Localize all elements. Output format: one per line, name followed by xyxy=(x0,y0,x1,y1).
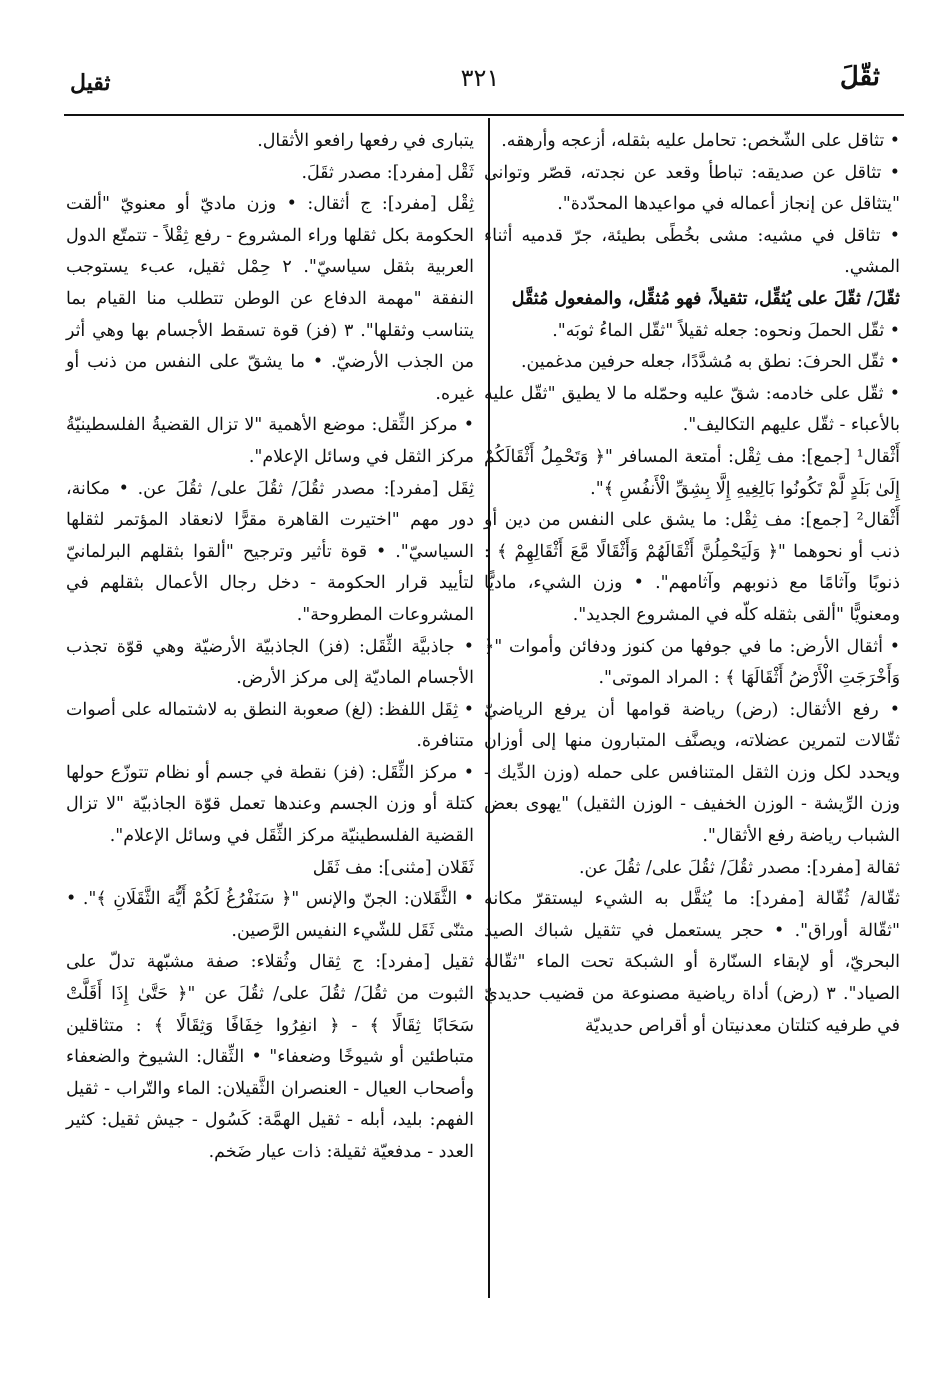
entry-paragraph: ثَقْل [مفرد]: مصدر ثقَلَ. xyxy=(301,162,474,183)
entry-paragraph: ثِقْل [مفرد]: ج أثقال: • وزن ماديّ أو معنويّ "ألقت الحكومة بكل ثقلها وراء المشروع - رفع ثِقْلاً - تتمتّع الدول العربية بثقل سياسيّ". ٢ حِمْل ثقيل، عبء يستوجب النفقة "مهمة الدفاع عن الوطن تتطلب منا القيام بما يتناسب وثقلها". ٣ (فز) قوة تسقط الأجسام بها وهي أثر من الجذب الأرضيّ. • ما يشقّ على النفس من ذنب أو غيره. xyxy=(66,194,474,404)
page-number: ٣٢١ xyxy=(460,64,500,92)
entry-paragraph: أَثْقال² [جمع]: مف ثِقْل: ما يشق على النفس من دين أو ذنب أو نحوهما "﴿ وَلَيَحْمِلُنَّ أَثْقَالَهُمْ وَأَثْقَالًا مَّعَ أَثْقَالِهِمْ ﴾ : ذنوبًا وآثامًا مع ذنوبهم وآثامهم". • وزن الشيء، ماديًّا ومعنويًّا "ألقى بثقله كلّه في المشروع الجديد". xyxy=(484,510,900,625)
left-column xyxy=(66,126,474,1169)
entry-paragraph: • تثاقل في مشيه: مشى بخُطًى بطيئة، جرّ قدميه أثناء المشي. xyxy=(484,225,900,278)
entry-paragraph: • ثقّل الحرفَ: نطق به مُشدَّدًا، جعله حرفين مدغمين. xyxy=(520,352,900,373)
entry-paragraph: يتبارى في رفعها رافعو الأثقال. xyxy=(257,131,474,151)
entry-paragraph: أَثْقال¹ [جمع]: مف ثِقْل: أمتعة المسافر "﴿ وَتَحْمِلُ أَثْقَالَكُمْ إِلَىٰ بَلَدٍ لَّمْ تَكُونُوا بَالِغِيهِ إِلَّا بِشِقِّ الْأَنفُسِ ﴾". xyxy=(484,446,900,499)
entry-paragraph: ثَقَلان [مثنى]: مف ثَقَل xyxy=(312,857,474,878)
entry-paragraph: • مركز الثِّقل: موضع الأهمية "لا تزال القضيةُ الفلسطينيّةُ مركز الثقل في وسائل الإعلام". xyxy=(66,415,474,467)
entry-paragraph: • الثَّقَلان: الجنّ والإنس "﴿ سَنَفْرُغُ لَكُمْ أَيُّهَ الثَّقَلَانِ ﴾". • مثنّى ثَقَل للشّيء النفيس الرَّصين. xyxy=(66,889,474,941)
entry-paragraph: • أثقال الأرض: ما في جوفها من كنوز ودفائن وأموات "﴿ وَأَخْرَجَتِ الْأَرْضُ أَثْقَالَهَا ﴾ : المراد الموتى". xyxy=(484,636,900,689)
entry-paragraph: ثقيل [مفرد]: ج ثِقال وثُقلاء: صفة مشبّهة تدلّ على الثبوت من ثقُلَ/ ثقُلَ على/ ثقُلَ عن "﴿ حَتَّىٰ إِذَا أَقَلَّتْ سَحَابًا ثِقَالًا ﴾ - ﴿ انفِرُوا خِفَافًا وَثِقَالًا ﴾ : متثاقلين متباطئين أو شيوخًا وضعفاء" • الثِّقال: الشيوخ والضعفاء وأصحاب العيال - العنصران الثَّقيلان: الماء والتّراب - ثقيل الفهم: بليد، أبله - ثقيل الهمَّة: كَسُول - جيش ثقيل: كثير العدد - مدفعيّة ثقيلة: ذات عيار ضَخم. xyxy=(66,952,474,1162)
right-column xyxy=(484,126,900,1042)
entry-paragraph: ثقالة [مفرد]: مصدر ثقُلَ/ ثقُلَ على/ ثقُلَ عن. xyxy=(579,857,900,878)
entry-paragraph: • رفع الأثقال: (رض) رياضة قوامها أن يرفع الرياضيّ ثقّالات لتمرين عضلاته، ويصنَّف المتبارون منها إلى أوزان ويحدد لكل وزن الثقل المتنافس على حمله (وزن الدِّيك - وزن الرِّيشة - الوزن الخفيف - الوزن الثقيل) "يهوى بعض الشباب رياضة رفع الأثقال". xyxy=(484,699,900,847)
entry-paragraph: • تثاقل عن صديقه: تباطأ وقعد عن نجدته، قصّر وتوانى "يتثاقل عن إنجاز أعماله في مواعيدها المحدّدة". xyxy=(484,162,900,215)
page-header xyxy=(60,58,900,108)
entry-paragraph: ثقّالة/ ثُقّالة [مفرد]: ما يُثقَّل به الشيء ليستقرّ مكانه "ثقّالة أوراق". • حجر يستعمل في تثقيل شباك الصيد البحريّ، أو لإبقاء السنّارة أو الشبكة تحت الماء "ثقّالة الصياد". ٣ (رض) أداة رياضية مصنوعة من قضيب حديديّ في طرفيه كتلتان معدنيتان أو أقراص حديديّة xyxy=(484,889,900,1036)
entry-paragraph: • مركز الثِّقَل: (فز) نقطة في جسم أو نظام تتوزّع حولها كتلة أو وزن الجسم وعندها تعمل قوّة الجاذبيّة "لا تزال القضية الفلسطينيّة مركز الثِّقَل في وسائل الإعلام". xyxy=(66,762,474,847)
entry-paragraph: • ثقّل على خادمه: شقّ عليه وحمّله ما لا يطيق "ثقّل عليه بالأعباء - ثقّل عليهم التكاليف". xyxy=(484,383,900,436)
header-rule xyxy=(64,114,904,116)
entry-paragraph: • ثقّل الحملَ ونحوه: جعله ثقيلاً "ثقّل الماءُ ثوبَه". xyxy=(552,320,900,341)
header-left-word: ثقيل xyxy=(70,70,111,96)
entry-paragraph: • ثِقَل اللفظ: (لغ) صعوبة النطق به لاشتماله على أصوات متنافرة. xyxy=(66,699,474,752)
entry-paragraph: • جاذبيَّة الثِّقَل: (فز) الجاذبيّة الأرضيّة وهي قوّة تجذب الأجسام الماديّة إلى مركز الأرض. xyxy=(66,636,474,689)
entry-paragraph: ثِقَل [مفرد]: مصدر ثقُلَ/ ثقُلَ على/ ثقُلَ عن. • مكانة، دور مهم "اختيرت القاهرة مقرًّا لانعقاد المؤتمر لثقلها السياسيّ". • قوة تأثير وترجيح "ألقوا بثقلهم البرلمانيّ لتأييد قرار الحكومة - دخل رجال الأعمال بثقلهم في المشروعات المطروحة". xyxy=(66,478,474,625)
entry-headword: ثقّلَ/ ثقّلَ على يُثقِّل، تثقيلاً، فهو مُثقِّل، والمفعول مُثقَّل xyxy=(511,288,900,309)
entry-paragraph: • تثاقل على الشّخص: تحامل عليه بثقله، أزعجه وأرهقه. xyxy=(501,131,900,151)
header-right-word: ثقّلَ xyxy=(839,62,880,92)
